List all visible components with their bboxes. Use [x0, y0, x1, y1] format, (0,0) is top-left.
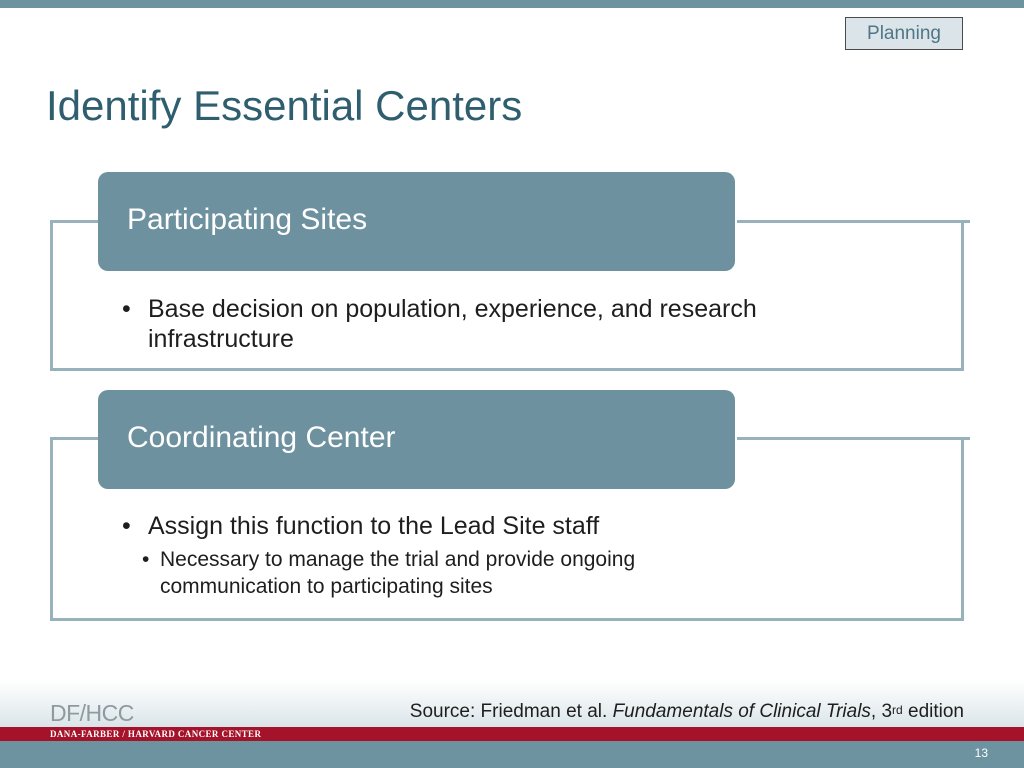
bullet-marker: • — [122, 295, 131, 323]
source-citation: Source: Friedman et al. Fundamentals of Clinical Trials, 3rd edition — [409, 701, 964, 722]
bullet-text-line: Base decision on population, experience, and research — [148, 295, 757, 323]
slide-title: Identify Essential Centers — [46, 82, 523, 129]
top-accent-bar — [0, 0, 1024, 8]
book-title: Fundamentals of Clinical Trials — [612, 701, 871, 722]
dfhcc-logo: DF/HCC — [50, 700, 134, 726]
sub-bullet-necessary — [142, 546, 635, 600]
bullet-base-decision — [122, 294, 757, 354]
bullet-text-line: infrastructure — [148, 325, 294, 353]
participating-sites-header: Participating Sites — [98, 172, 735, 271]
bullet-text-line: Assign this function to the Lead Site staff — [148, 512, 600, 540]
bottom-accent-bar — [0, 741, 1024, 768]
bullet-text-line: communication to participating sites — [160, 575, 493, 598]
bullet-assign-function — [122, 511, 599, 541]
org-name: DANA-FARBER / HARVARD CANCER CENTER — [50, 729, 262, 739]
page-number: 13 — [974, 746, 988, 760]
bullet-marker: • — [122, 512, 131, 540]
bullet-text-line: Necessary to manage the trial and provide ongoing — [160, 548, 636, 571]
bullet-marker: • — [142, 548, 150, 571]
planning-tag: Planning — [845, 17, 963, 50]
coordinating-center-header: Coordinating Center — [98, 390, 735, 489]
